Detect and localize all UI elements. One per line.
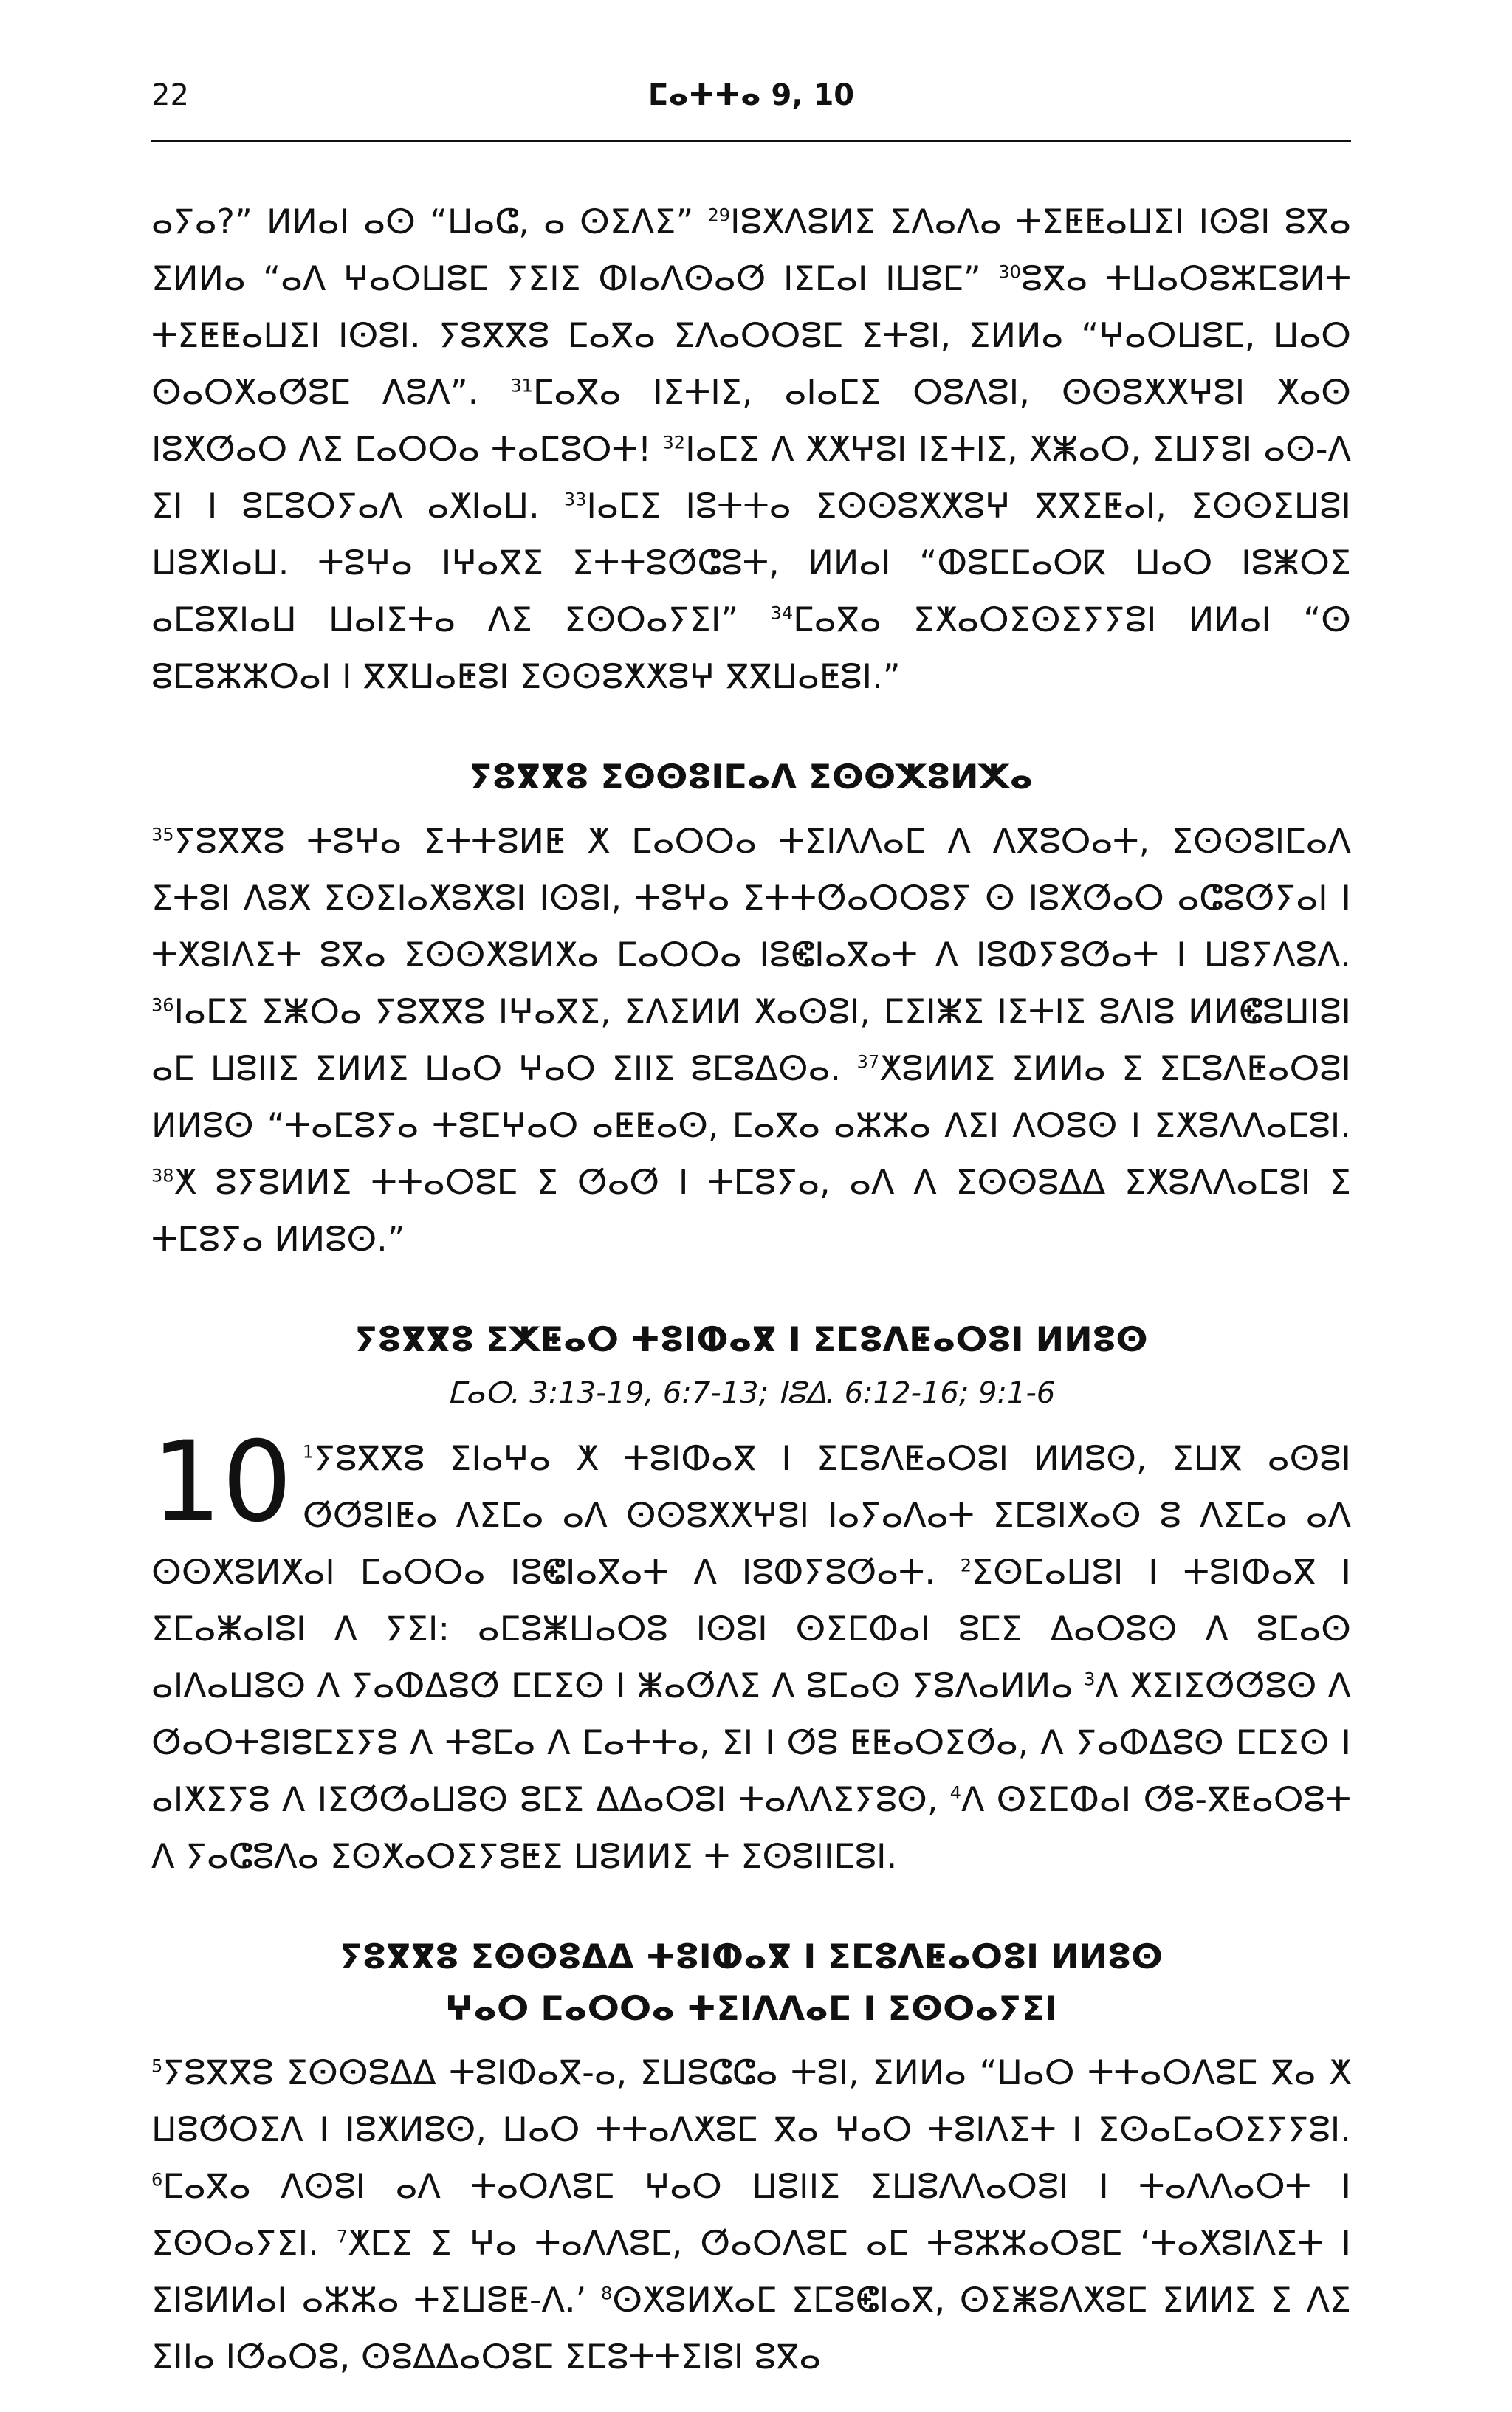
verse-number: 36 [151,994,174,1016]
text-run: ⴷ ⵙⵉⵎⵀⴰⵏ ⵚⵓ-ⴳⵟⴰⵔⵓⵜ ⴷ ⵢⴰⵛⵓⴷⴰ ⵉⵙⵅⴰⵔⵉⵢⵓⵟⵉ ⵡⵓⵍⵍⵉ ⵜ ⵉⵙⵓⵏⵏⵎⵓⵏ. [151,1779,1351,1876]
verse-number: 3 [1084,1669,1096,1690]
verse-number: 7 [336,2226,348,2247]
text-run: ⵎⴰⴳⴰ ⵏⵉⵜⵏⵉ, ⴰⵏⴰⵎⵉ ⵔⵓⴷⵓⵏ, ⵙⵙⵓⵅⵅⵖⵓⵏ ⵅⴰⵙ ⵏⵓⵅⵚⴰⵔ ⴷⵉ ⵎⴰⵔⵔⴰ ⵜⴰⵎⵓⵔⵜ! [151,372,1351,469]
text-run: ⵢⵓⴳⴳⵓ ⵜⵓⵖⴰ ⵉⵜⵜⵓⵍⵟ ⵅ ⵎⴰⵔⵔⴰ ⵜⵉⵏⴷⴷⴰⵎ ⴷ ⴷⴳⵓⵔⴰⵜ, ⵉⵙⵙⵓⵏⵎⴰⴷ ⵉⵜⵓⵏ ⴷⵓⵅ ⵉⵙⵉⵏⴰⵅⵓⵅⵓⵏ ⵏⵙⵓⵏ, ⵜⵓⵖⴰ ⵉⵜⵜⵚⴰⵔⵔⵓⵢ ⵙ ⵏⵓⵅⵚⴰⵔ ⴰⵛⵓⵚⵢⴰⵏ ⵏ ⵜⵅⵓⵏⴷⵉⵜ ⵓⴳⴰ ⵉⵙⵙⵅⵓⵍⵅⴰ ⵎⴰⵔⵔⴰ ⵏⵓⵞⵏⴰⴳⴰⵜ ⴷ ⵏⵓⵀⵢⵓⵚⴰⵜ ⵏ ⵡⵓⵢⴷⵓⴷ. [151,821,1351,975]
section-heading: ⵢⵓⴳⴳⵓ ⵉⵙⵙⵓⵏⵎⴰⴷ ⵉⵙⵙⵅⵓⵍⵅⴰ [469,757,1034,797]
verse-number: 32 [662,432,686,453]
text-run: ⵢⵓⴳⴳⵓ ⵉⵏⴰⵖⴰ ⵅ ⵜⵓⵏⵀⴰⴳ ⵏ ⵉⵎⵓⴷⵟⴰⵔⵓⵏ ⵍⵍⵓⵙ, ⵉⵡⴳ ⴰⵙⵓⵏ ⵚⵚⵓⵏⵟⴰ ⴷⵉⵎⴰ ⴰⴷ ⵙⵙⵓⵅⵅⵖⵓⵏ ⵏⴰⵢⴰⴷⴰⵜ ⵉⵎⵓⵏⵅⴰⵙ ⵓ ⴷⵉⵎⴰ ⴰⴷ ⵙⵙⵅⵓⵍⵅⴰⵏ ⵎⴰⵔⵔⴰ ⵏⵓⵞⵏⴰⴳⴰⵜ ⴷ ⵏⵓⵀⵢⵓⵚⴰⵜ. [151,1438,1351,1592]
page-header [151,74,1351,142]
verse-number: 33 [563,489,587,510]
paragraph-1 [151,193,1351,705]
verse-number: 8 [600,2283,613,2304]
verse-number: 5 [151,2055,163,2077]
verse-number: 2 [960,1555,972,1576]
verse-number: 6 [151,2169,163,2191]
text-run: ⵏⴰⵎⵉ ⵏⵓⵜⵜⴰ ⵉⵙⵙⵓⵅⵅⵓⵖ ⴳⴳⵉⵟⴰⵏ, ⵉⵙⵙⵉⵡⵓⵏ ⵡⵓⵅⵏⴰⵡ. ⵜⵓⵖⴰ ⵏⵖⴰⴳⵉ ⵉⵜⵜⵓⵚⵛⵓⵜ, ⵍⵍⴰⵏ “ⵀⵓⵎⵎⴰⵔⴽ ⵡⴰⵔ ⵏⵓⵥⵔⵉ ⴰⵎⵓⴳⵏⴰⵡ ⵡⴰⵏⵉⵜⴰ ⴷⵉ ⵉⵙⵔⴰⵢⵉⵏ” [151,486,1351,639]
text-run: ⴰⵢⴰ?” ⵍⵍⴰⵏ ⴰⵙ “ⵡⴰⵛ, ⴰ ⵙⵉⴷⵉ” [151,202,708,241]
text-run: ⵎⴰⴳⴰ ⵉⵅⴰⵔⵉⵙⵉⵢⵢⵓⵏ ⵍⵍⴰⵏ “ⵙ ⵓⵎⵓⵣⵣⵔⴰⵏ ⵏ ⴳⴳⵡⴰⵟⵓⵏ ⵉⵙⵙⵓⵅⵅⵓⵖ ⴳⴳⵡⴰⵟⵓⵏ.” [151,599,1351,696]
text-run: ⴷ ⵅⵉⵏⵉⵚⵚⵓⵙ ⴷ ⵚⴰⵔⵜⵓⵏⵓⵎⵉⵢⵓ ⴷ ⵜⵓⵎⴰ ⴷ ⵎⴰⵜⵜⴰ, ⵉⵏ ⵏ ⵚⵓ ⵟⵟⴰⵔⵉⵚⴰ, ⴷ ⵢⴰⵀⵠⵓⵙ ⵎⵎⵉⵙ ⵏ ⴰⵏⵅⵉⵢⵓ ⴷ ⵏⵉⵚⵚⴰⵡⵓⵙ ⵓⵎⵉ ⵠⵠⴰⵔⵓⵏ ⵜⴰⴷⴷⵉⵢⵓⵙ, [151,1666,1351,1819]
text-run: ⵅⵓⵍⵍⵉ ⵉⵍⵍⴰ ⵉ ⵉⵎⵓⴷⵟⴰⵔⵓⵏ ⵍⵍⵓⵙ “ⵜⴰⵎⵓⵢⴰ ⵜⵓⵎⵖⴰⵔ ⴰⵟⵟⴰⵙ, ⵎⴰⴳⴰ ⴰⵣⵣⴰ ⴷⵉⵏ ⴷⵔⵓⵙ ⵏ ⵉⵅⵓⴷⴷⴰⵎⵓⵏ. [151,1048,1351,1145]
section-heading [151,1931,1351,2034]
chapter-number: 10 [151,1418,292,1547]
cross-reference: ⵎⴰⵔ. 3:13-19, 6:7-13; ⵏⵓⵠ. 6:12-16; 9:1-6 [447,1376,1056,1410]
verse-number: 4 [949,1782,961,1804]
verse-number: 38 [151,1165,174,1186]
paragraph-4 [151,2044,1351,2385]
text-run: ⵏⴰⵎⵉ ⵉⵥⵔⴰ ⵢⵓⴳⴳⵓ ⵏⵖⴰⴳⵉ, ⵉⴷⵉⵍⵍ ⵅⴰⵙⵓⵏ, ⵎⵉⵏⵥⵉ ⵏⵉⵜⵏⵉ ⵓⴷⵏⵓ ⵍⵍⵞⵓⵡⵏⵓⵏ ⴰⵎ ⵡⵓⵏⵏⵉ ⵉⵍⵍⵉ ⵡⴰⵔ ⵖⴰⵔ ⵉⵏⵏⵉ ⵓⵎⵓⵠⵙⴰ. [151,992,1351,1088]
text-run: ⵅ ⵓⵢⵓⵍⵍⵉ ⵜⵜⴰⵔⵓⵎ ⵉ ⵚⴰⵚ ⵏ ⵜⵎⵓⵢⴰ, ⴰⴷ ⴷ ⵉⵙⵙⵓⵠⵠ ⵉⵅⵓⴷⴷⴰⵎⵓⵏ ⵉ ⵜⵎⵓⵢⴰ ⵍⵍⵓⵙ.” [151,1162,1351,1259]
section-heading-line: ⵢⵓⴳⴳⵓ ⵉⵙⵙⵓⵠⵠ ⵜⵓⵏⵀⴰⴳ ⵏ ⵉⵎⵓⴷⵟⴰⵔⵓⵏ ⵍⵍⵓⵙ [339,1937,1164,1976]
section-heading: ⵢⵓⴳⴳⵓ ⵉⵅⵟⴰⵔ ⵜⵓⵏⵀⴰⴳ ⵏ ⵉⵎⵓⴷⵟⴰⵔⵓⵏ ⵍⵍⵓⵙ [354,1319,1148,1359]
text-run: ⵉⵙⵎⴰⵡⵓⵏ ⵏ ⵜⵓⵏⵀⴰⴳ ⵏ ⵉⵎⴰⵥⴰⵏⵓⵏ ⴷ ⵢⵉⵏ: ⴰⵎⵓⵥⵡⴰⵔⵓ ⵏⵙⵓⵏ ⵙⵉⵎⵀⴰⵏ ⵓⵎⵉ ⵠⴰⵔⵓⵙ ⴷ ⵓⵎⴰⵙ ⴰⵏⴷⴰⵡⵓⵙ ⴷ ⵢⴰⵀⵠⵓⵚ ⵎⵎⵉⵙ ⵏ ⵥⴰⵚⴷⵉ ⴷ ⵓⵎⴰⵙ ⵢⵓⴷⴰⵍⵍⴰ [151,1552,1351,1705]
text-run: ⵙⵅⵓⵍⵅⴰⵎ ⵉⵎⵓⵞⵏⴰⴳ, ⵙⵉⵥⵓⴷⵅⵓⵎ ⵉⵍⵍⵉ ⵉ ⴷⵉ ⵉⵏⵏⴰ ⵏⵚⴰⵔⵓ, ⵙⵓⵠⵠⴰⵔⵓⵎ ⵉⵎⵓⵜⵜⵉⵏⵓⵏ ⵓⴳⴰ [151,2280,1351,2377]
text-run: ⵓⴳⴰ ⵜⵡⴰⵔⵓⵣⵎⵓⵍⵜ ⵜⵉⵟⵟⴰⵡⵉⵏ ⵏⵙⵓⵏ. ⵢⵓⴳⴳⵓ ⵎⴰⴳⴰ ⵉⴷⴰⵔⵔⵓⵎ ⵉⵜⵓⵏ, ⵉⵍⵍⴰ “ⵖⴰⵔⵡⵓⵎ, ⵡⴰⵔ ⵙⴰⵔⵅⴰⵚⵓⵎ ⴷⵓⴷ”. [151,258,1352,412]
text-run: ⵏⴰⵎⵉ ⴷ ⵅⵅⵖⵓⵏ ⵏⵉⵜⵏⵉ, ⵅⵥⴰⵔ, ⵉⵡⵢⵓⵏ ⴰⵙ-ⴷ ⵉⵏ ⵏ ⵓⵎⵓⵔⵢⴰⴷ ⴰⵅⵏⴰⵡ. [151,429,1351,526]
verse-number: 34 [770,602,794,624]
verse-number: 31 [510,375,533,396]
running-title: ⵎⴰⵜⵜⴰ 9, 10 [647,78,855,112]
paragraph-3 [151,1418,1351,1885]
text-run: ⵅⵎⵉ ⵉ ⵖⴰ ⵜⴰⴷⴷⵓⵎ, ⵚⴰⵔⴷⵓⵎ ⴰⵎ ⵜⵓⵣⵣⴰⵔⵓⵎ ‘ⵜⴰⵅⵓⵏⴷⵉⵜ ⵏ ⵉⵏⵓⵍⵍⴰⵏ ⴰⵣⵣⴰ ⵜⵉⵡⵓⵟ-ⴷ.’ [151,2223,1351,2320]
verse-number: 30 [998,261,1021,283]
page-number: 22 [151,78,189,112]
verse-number: 35 [151,824,174,845]
verse-number: 37 [856,1051,880,1073]
text-run: ⵎⴰⴳⴰ ⴷⵙⵓⵏ ⴰⴷ ⵜⴰⵔⴷⵓⵎ ⵖⴰⵔ ⵡⵓⵏⵏⵉ ⵉⵡⵓⴷⴷⴰⵔⵓⵏ ⵏ ⵜⴰⴷⴷⴰⵔⵜ ⵏ ⵉⵙⵔⴰⵢⵉⵏ. [151,2166,1351,2263]
text-run: ⵢⵓⴳⴳⵓ ⵉⵙⵙⵓⵠⵠ ⵜⵓⵏⵀⴰⴳ-ⴰ, ⵉⵡⵓⵛⵛⴰ ⵜⵓⵏ, ⵉⵍⵍⴰ “ⵡⴰⵔ ⵜⵜⴰⵔⴷⵓⵎ ⴳⴰ ⵅ ⵡⵓⵚⵔⵉⴷ ⵏ ⵏⵓⵅⵍⵓⵙ, ⵡⴰⵔ ⵜⵜⴰⴷⵅⵓⵎ ⴳⴰ ⵖⴰⵔ ⵜⵓⵏⴷⵉⵜ ⵏ ⵉⵙⴰⵎⴰⵔⵉⵢⵢⵓⵏ. [151,2052,1351,2149]
text-run: ⵏⵓⵅⴷⵓⵍⵉ ⵉⴷⴰⴷⴰ ⵜⵉⵟⵟⴰⵡⵉⵏ ⵏⵙⵓⵏ ⵓⴳⴰ ⵉⵍⵍⴰ “ⴰⴷ ⵖⴰⵔⵡⵓⵎ ⵢⵉⵏⵉ ⵀⵏⴰⴷⵙⴰⵚ ⵏⵉⵎⴰⵏ ⵏⵡⵓⵎ” [151,202,1351,298]
section-heading-line: ⵖⴰⵔ ⵎⴰⵔⵔⴰ ⵜⵉⵏⴷⴷⴰⵎ ⵏ ⵉⵙⵔⴰⵢⵉⵏ [444,1988,1058,2028]
verse-number: 29 [707,205,731,226]
paragraph-2 [151,813,1351,1268]
page-body [151,193,1351,2412]
verse-number: 1 [302,1441,315,1463]
